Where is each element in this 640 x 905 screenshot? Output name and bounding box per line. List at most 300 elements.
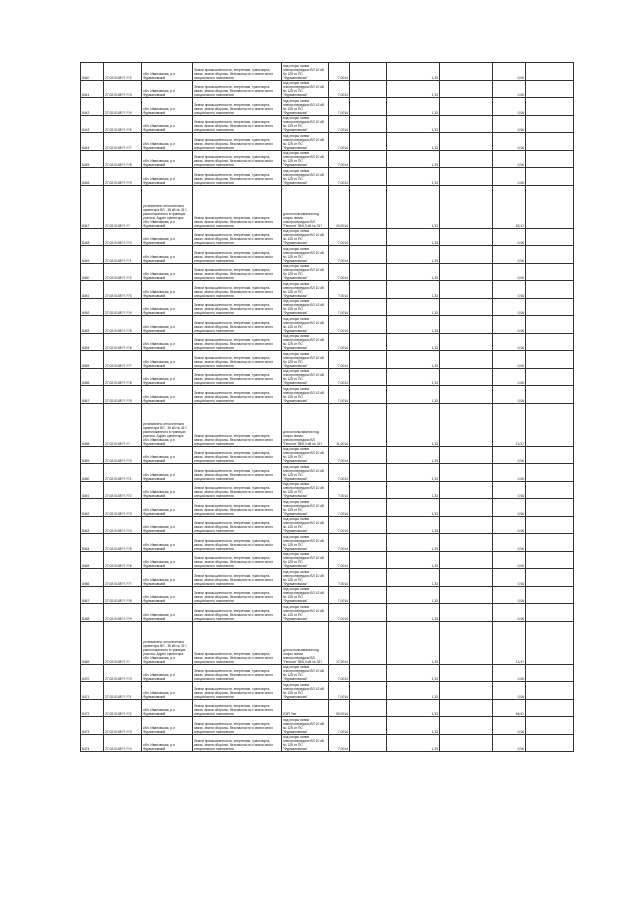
address: обл. Ивановская, р-н Фурмановский bbox=[142, 298, 193, 316]
rate-value: 1,33 bbox=[387, 368, 440, 386]
land-category: Земли промышленности, энергетики, транспорта, связи, земли обороны, безопасности и земли иного специального назначения bbox=[193, 682, 282, 700]
cadastral-number: 27:02:0108??:??5 bbox=[104, 534, 142, 552]
empty-cell bbox=[440, 98, 493, 116]
land-category: Земли промышленности, энергетики, транспорта, связи, земли обороны, безопасности и земли иного специального назначения bbox=[193, 664, 282, 682]
table-row bbox=[81, 551, 574, 569]
permitted-use: под опоры линии электропередачи ВЛ 10 кВ № 126 от ПС "Фурмановская" bbox=[282, 386, 329, 404]
row-number: 8466 bbox=[81, 569, 104, 587]
table-row bbox=[81, 682, 574, 700]
permitted-use: под опоры линии электропередачи ВЛ 10 кВ № 126 от ПС "Фурмановская" bbox=[282, 150, 329, 168]
table-row bbox=[81, 403, 574, 446]
empty-cell bbox=[440, 551, 493, 569]
empty-cell bbox=[440, 446, 493, 464]
table-body bbox=[81, 63, 574, 752]
empty-cell bbox=[440, 168, 493, 186]
area-value: 7,0014 bbox=[329, 168, 350, 186]
table-row bbox=[81, 316, 574, 334]
permitted-use: под опоры линии электропередачи ВЛ 10 кВ № 126 от ПС "Фурмановская" bbox=[282, 682, 329, 700]
area-value: 7,0014 bbox=[329, 386, 350, 404]
empty-cell bbox=[350, 185, 387, 228]
address: обл. Ивановская, р-н Фурмановский bbox=[142, 333, 193, 351]
land-category: Земли промышленности, энергетики, транспорта, связи, земли обороны, безопасности и земли иного специального назначения bbox=[193, 481, 282, 499]
address: обл. Ивановская, р-н Фурмановский bbox=[142, 551, 193, 569]
land-category: Земли промышленности, энергетики, транспорта, связи, земли обороны, безопасности и земли иного специального назначения bbox=[193, 534, 282, 552]
empty-cell bbox=[526, 281, 574, 299]
empty-cell bbox=[350, 664, 387, 682]
tax-value: 0,06 bbox=[493, 80, 526, 98]
table-row bbox=[81, 534, 574, 552]
tax-value: 0,06 bbox=[493, 586, 526, 604]
area-value: 7,0014 bbox=[329, 316, 350, 334]
land-category: Земли промышленности, энергетики, транспорта, связи, земли обороны, безопасности и земли иного специального назначения bbox=[193, 586, 282, 604]
cadastral-number: 27:02:0108??:??3 bbox=[104, 499, 142, 517]
empty-cell bbox=[526, 516, 574, 534]
empty-cell bbox=[440, 115, 493, 133]
rate-value: 1,33 bbox=[387, 150, 440, 168]
cadastral-number: 27:02:0108??:??2 bbox=[104, 63, 142, 81]
empty-cell bbox=[440, 246, 493, 264]
address: обл. Ивановская, р-н Фурмановский bbox=[142, 263, 193, 281]
empty-cell bbox=[440, 185, 493, 228]
empty-cell bbox=[440, 717, 493, 735]
area-value: 7,0014 bbox=[329, 664, 350, 682]
land-category: Земли промышленности, энергетики, транспорта, связи, земли обороны, безопасности и земли иного специального назначения bbox=[193, 228, 282, 246]
tax-value: 0,06 bbox=[493, 446, 526, 464]
empty-cell bbox=[350, 403, 387, 446]
area-value: 7,0014 bbox=[329, 516, 350, 534]
area-value: 7,0014 bbox=[329, 228, 350, 246]
empty-cell bbox=[350, 281, 387, 299]
address: обл. Ивановская, р-н Фурмановский bbox=[142, 586, 193, 604]
tax-value: 0,06 bbox=[493, 168, 526, 186]
permitted-use: под опоры линии электропередачи ВЛ 10 кВ № 126 от ПС "Фурмановская" bbox=[282, 586, 329, 604]
cadastral-number: 27:02:0108??:?? bbox=[104, 621, 142, 664]
address: обл. Ивановская, р-н Фурмановский bbox=[142, 534, 193, 552]
row-number: 8451 bbox=[81, 281, 104, 299]
address: обл. Ивановская, р-н Фурмановский bbox=[142, 464, 193, 482]
permitted-use: под опоры линии электропередачи ВЛ 10 кВ № 126 от ПС "Фурмановская" bbox=[282, 351, 329, 369]
table-row bbox=[81, 263, 574, 281]
permitted-use: под опоры линии электропередачи ВЛ 10 кВ № 126 от ПС "Фурмановская" bbox=[282, 604, 329, 622]
permitted-use: под опоры линии электропередачи ВЛ 10 кВ № 126 от ПС "Фурмановская" bbox=[282, 263, 329, 281]
land-category: Земли промышленности, энергетики, транспорта, связи, земли обороны, безопасности и земли иного специального назначения bbox=[193, 281, 282, 299]
land-category: Земли промышленности, энергетики, транспорта, связи, земли обороны, безопасности и земли иного специального назначения bbox=[193, 351, 282, 369]
cadastral-number: 27:02:0108??:??6 bbox=[104, 333, 142, 351]
permitted-use: для использования под опоры линии электропередачи ВЛ "Пельня" 35/6,0 кВ № 31? bbox=[282, 403, 329, 446]
empty-cell bbox=[526, 699, 574, 717]
area-value: 7,0014 bbox=[329, 246, 350, 264]
empty-cell bbox=[350, 464, 387, 482]
address: обл. Ивановская, р-н Фурмановский bbox=[142, 699, 193, 717]
permitted-use: под опоры линии электропередачи ВЛ 10 кВ № 126 от ПС "Фурмановская" bbox=[282, 464, 329, 482]
empty-cell bbox=[440, 464, 493, 482]
empty-cell bbox=[526, 98, 574, 116]
rate-value: 1,33 bbox=[387, 534, 440, 552]
cadastral-number: 27:02:0108??:??4 bbox=[104, 80, 142, 98]
cadastral-number: 27:02:0108??:??4 bbox=[104, 98, 142, 116]
tax-value: 0,06 bbox=[493, 569, 526, 587]
area-value: 24,0014 bbox=[329, 185, 350, 228]
row-number: 8448 bbox=[81, 228, 104, 246]
tax-value: 0,06 bbox=[493, 664, 526, 682]
cadastral-number: 27:02:0108??:??4 bbox=[104, 734, 142, 752]
area-value: 7,0014 bbox=[329, 351, 350, 369]
empty-cell bbox=[526, 664, 574, 682]
empty-cell bbox=[350, 80, 387, 98]
empty-cell bbox=[440, 80, 493, 98]
table-row bbox=[81, 185, 574, 228]
empty-cell bbox=[440, 734, 493, 752]
table-row bbox=[81, 621, 574, 664]
tax-value: 0,06 bbox=[493, 682, 526, 700]
empty-cell bbox=[350, 481, 387, 499]
empty-cell bbox=[440, 298, 493, 316]
empty-cell bbox=[350, 368, 387, 386]
cadastral-number: 27:02:0108??:?? bbox=[104, 185, 142, 228]
empty-cell bbox=[350, 446, 387, 464]
cadastral-number: 27:02:0108??:??5 bbox=[104, 316, 142, 334]
empty-cell bbox=[526, 168, 574, 186]
table-row bbox=[81, 333, 574, 351]
address: обл. Ивановская, р-н Фурмановский bbox=[142, 150, 193, 168]
empty-cell bbox=[350, 586, 387, 604]
permitted-use: под опоры линии электропередачи ВЛ 10 кВ № 126 от ПС "Фурмановская" bbox=[282, 664, 329, 682]
empty-cell bbox=[526, 263, 574, 281]
empty-cell bbox=[350, 386, 387, 404]
address: установлено относительно ориентира ВЛ - 35 кВ № 31?, расположенного в границах участка. Адрес ориентира: обл. Ивановская, р-н Фурмановский bbox=[142, 621, 193, 664]
tax-value: 0,06 bbox=[493, 133, 526, 151]
area-value: 7,0014 bbox=[329, 281, 350, 299]
address: обл. Ивановская, р-н Фурмановский bbox=[142, 281, 193, 299]
permitted-use: под опоры линии электропередачи ВЛ 10 кВ № 126 от ПС "Фурмановская" bbox=[282, 228, 329, 246]
permitted-use: под опоры линии электропередачи ВЛ 10 кВ № 126 от ПС "Фурмановская" bbox=[282, 333, 329, 351]
empty-cell bbox=[526, 333, 574, 351]
cadastral-number: 27:02:0108??:??8 bbox=[104, 368, 142, 386]
empty-cell bbox=[440, 699, 493, 717]
address: установлено относительно ориентира ВЛ - 35 кВ № 31?, расположенного в границах участка. Адрес ориентира: обл. Ивановская, р-н Фурмановский bbox=[142, 403, 193, 446]
land-category: Земли промышленности, энергетики, транспорта, связи, земли обороны, безопасности и земли иного специального назначения bbox=[193, 168, 282, 186]
area-value: 7,0014 bbox=[329, 586, 350, 604]
table-row bbox=[81, 734, 574, 752]
address: обл. Ивановская, р-н Фурмановский bbox=[142, 316, 193, 334]
area-value: 7,0014 bbox=[329, 98, 350, 116]
land-category: Земли промышленности, энергетики, транспорта, связи, земли обороны, безопасности и земли иного специального назначения bbox=[193, 115, 282, 133]
empty-cell bbox=[526, 499, 574, 517]
table-row bbox=[81, 664, 574, 682]
row-number: 8468 bbox=[81, 604, 104, 622]
area-value: 7,0014 bbox=[329, 734, 350, 752]
cadastral-number: 27:02:0108??:??7 bbox=[104, 133, 142, 151]
table-row bbox=[81, 63, 574, 81]
empty-cell bbox=[526, 63, 574, 81]
tax-value: 0,06 bbox=[493, 481, 526, 499]
area-value: 7,0014 bbox=[329, 133, 350, 151]
area-value: 7,0014 bbox=[329, 63, 350, 81]
empty-cell bbox=[350, 133, 387, 151]
rate-value: 1,33 bbox=[387, 516, 440, 534]
empty-cell bbox=[440, 150, 493, 168]
empty-cell bbox=[350, 699, 387, 717]
row-number: 8447 bbox=[81, 185, 104, 228]
address: обл. Ивановская, р-н Фурмановский bbox=[142, 246, 193, 264]
empty-cell bbox=[526, 621, 574, 664]
permitted-use: под опоры линии электропередачи ВЛ 10 кВ № 126 от ПС "Фурмановская" bbox=[282, 446, 329, 464]
tax-value: 0,06 bbox=[493, 263, 526, 281]
land-category: Земли промышленности, энергетики, транспорта, связи, земли обороны, безопасности и земли иного специального назначения bbox=[193, 499, 282, 517]
rate-value: 1,33 bbox=[387, 281, 440, 299]
row-number: 8464 bbox=[81, 534, 104, 552]
empty-cell bbox=[350, 351, 387, 369]
empty-cell bbox=[440, 386, 493, 404]
rate-value: 1,33 bbox=[387, 481, 440, 499]
empty-cell bbox=[526, 185, 574, 228]
permitted-use: под опоры линии электропередачи ВЛ 10 кВ № 126 от ПС "Фурмановская" bbox=[282, 80, 329, 98]
empty-cell bbox=[526, 386, 574, 404]
rate-value: 1,33 bbox=[387, 604, 440, 622]
rate-value: 1,33 bbox=[387, 351, 440, 369]
table-row bbox=[81, 115, 574, 133]
table-row bbox=[81, 368, 574, 386]
table-row bbox=[81, 481, 574, 499]
empty-cell bbox=[350, 682, 387, 700]
area-value: 7,0014 bbox=[329, 717, 350, 735]
row-number: 8446 bbox=[81, 168, 104, 186]
area-value: 7,0014 bbox=[329, 80, 350, 98]
cadastral-number: 27:02:0108??:??7 bbox=[104, 351, 142, 369]
rate-value: 1,33 bbox=[387, 98, 440, 116]
empty-cell bbox=[440, 281, 493, 299]
rate-value: 1,33 bbox=[387, 717, 440, 735]
empty-cell bbox=[440, 534, 493, 552]
address: обл. Ивановская, р-н Фурмановский bbox=[142, 481, 193, 499]
cadastral-number: 27:02:0108??:??1 bbox=[104, 246, 142, 264]
tax-value: 66,6? bbox=[493, 699, 526, 717]
address: обл. Ивановская, р-н Фурмановский bbox=[142, 569, 193, 587]
permitted-use: под опоры линии электропередачи ВЛ 10 кВ № 126 от ПС "Фурмановская" bbox=[282, 499, 329, 517]
cadastral-number: 27:02:0108??:??2 bbox=[104, 699, 142, 717]
land-category: Земли промышленности, энергетики, транспорта, связи, земли обороны, безопасности и земли иного специального назначения bbox=[193, 98, 282, 116]
address: обл. Ивановская, р-н Фурмановский bbox=[142, 664, 193, 682]
row-number: 8441 bbox=[81, 80, 104, 98]
cadastral-number: 27:02:0108??:??2 bbox=[104, 263, 142, 281]
permitted-use: ЛЭП ?кв bbox=[282, 699, 329, 717]
empty-cell bbox=[440, 604, 493, 622]
empty-cell bbox=[440, 403, 493, 446]
cadastral-number: 27:02:0108??:??2 bbox=[104, 481, 142, 499]
table-row bbox=[81, 168, 574, 186]
permitted-use: под опоры линии электропередачи ВЛ 10 кВ № 126 от ПС "Фурмановская" bbox=[282, 734, 329, 752]
cadastral-number: 27:02:0108??:??3 bbox=[104, 717, 142, 735]
permitted-use: под опоры линии электропередачи ВЛ 10 кВ № 126 от ПС "Фурмановская" bbox=[282, 281, 329, 299]
land-category: Земли промышленности, энергетики, транспорта, связи, земли обороны, безопасности и земли иного специального назначения bbox=[193, 368, 282, 386]
address: обл. Ивановская, р-н Фурмановский bbox=[142, 168, 193, 186]
land-category: Земли промышленности, энергетики, транспорта, связи, земли обороны, безопасности и земли иного специального назначения bbox=[193, 386, 282, 404]
cadastral-number: 27:02:0108??:??9 bbox=[104, 386, 142, 404]
table-row bbox=[81, 516, 574, 534]
permitted-use: для использования под опоры линии электропередачи ВЛ "Пельня" 35/6,0 кВ № 31? bbox=[282, 185, 329, 228]
rate-value: 1,33 bbox=[387, 133, 440, 151]
table-row bbox=[81, 281, 574, 299]
empty-cell bbox=[350, 551, 387, 569]
rate-value: 1,33 bbox=[387, 464, 440, 482]
cadastral-number: 27:02:0108??:??0 bbox=[104, 228, 142, 246]
address: обл. Ивановская, р-н Фурмановский bbox=[142, 133, 193, 151]
empty-cell bbox=[526, 150, 574, 168]
table-row bbox=[81, 80, 574, 98]
rate-value: 1,33 bbox=[387, 621, 440, 664]
tax-value: 13,3? bbox=[493, 403, 526, 446]
tax-value: 63,4? bbox=[493, 185, 526, 228]
area-value: 7,0014 bbox=[329, 569, 350, 587]
area-value: 50,0014 bbox=[329, 699, 350, 717]
tax-value: 0,06 bbox=[493, 246, 526, 264]
empty-cell bbox=[440, 63, 493, 81]
rate-value: 1,33 bbox=[387, 185, 440, 228]
land-category: Земли промышленности, энергетики, транспорта, связи, земли обороны, безопасности и земли иного специального назначения bbox=[193, 604, 282, 622]
tax-value: 0,06 bbox=[493, 717, 526, 735]
empty-cell bbox=[526, 551, 574, 569]
tax-value: 0,06 bbox=[493, 150, 526, 168]
empty-cell bbox=[526, 403, 574, 446]
rate-value: 1,33 bbox=[387, 586, 440, 604]
empty-cell bbox=[440, 516, 493, 534]
address: установлено относительно ориентира ВЛ - 35 кВ № 31?, расположенного в границах участка. Адрес ориентира: обл. Ивановская, р-н Фурмановский bbox=[142, 185, 193, 228]
empty-cell bbox=[350, 333, 387, 351]
address: обл. Ивановская, р-н Фурмановский bbox=[142, 98, 193, 116]
rate-value: 1,33 bbox=[387, 168, 440, 186]
permitted-use: под опоры линии электропередачи ВЛ 10 кВ № 126 от ПС "Фурмановская" bbox=[282, 98, 329, 116]
land-category: Земли промышленности, энергетики, транспорта, связи, земли обороны, безопасности и земли иного специального назначения bbox=[193, 80, 282, 98]
row-number: 8462 bbox=[81, 499, 104, 517]
row-number: 8469 bbox=[81, 621, 104, 664]
empty-cell bbox=[526, 734, 574, 752]
empty-cell bbox=[526, 351, 574, 369]
land-category: Земли промышленности, энергетики, транспорта, связи, земли обороны, безопасности и земли иного специального назначения bbox=[193, 551, 282, 569]
area-value: 7,0014 bbox=[329, 263, 350, 281]
cadastral-number: 27:02:0108??:??9 bbox=[104, 604, 142, 622]
empty-cell bbox=[440, 499, 493, 517]
empty-cell bbox=[350, 621, 387, 664]
row-number: 8450 bbox=[81, 263, 104, 281]
address: обл. Ивановская, р-н Фурмановский bbox=[142, 368, 193, 386]
cadastral-number: 27:02:0108??:??0 bbox=[104, 446, 142, 464]
empty-cell bbox=[440, 228, 493, 246]
empty-cell bbox=[440, 481, 493, 499]
empty-cell bbox=[350, 228, 387, 246]
tax-value: 0,06 bbox=[493, 228, 526, 246]
tax-value: 0,06 bbox=[493, 604, 526, 622]
table-row bbox=[81, 246, 574, 264]
table-row bbox=[81, 699, 574, 717]
address: обл. Ивановская, р-н Фурмановский bbox=[142, 516, 193, 534]
land-category: Земли промышленности, энергетики, транспорта, связи, земли обороны, безопасности и земли иного специального назначения bbox=[193, 717, 282, 735]
land-category: Земли промышленности, энергетики, транспорта, связи, земли обороны, безопасности и земли иного специального назначения bbox=[193, 699, 282, 717]
tax-value: 0,06 bbox=[493, 98, 526, 116]
area-value: 7,0014 bbox=[329, 551, 350, 569]
empty-cell bbox=[350, 316, 387, 334]
area-value: 7,0014 bbox=[329, 534, 350, 552]
permitted-use: под опоры линии электропередачи ВЛ 10 кВ № 126 от ПС "Фурмановская" bbox=[282, 298, 329, 316]
land-category: Земли промышленности, энергетики, транспорта, связи, земли обороны, безопасности и земли иного специального назначения bbox=[193, 150, 282, 168]
cadastral-number: 27:02:0108??:??3 bbox=[104, 281, 142, 299]
row-number: 8457 bbox=[81, 386, 104, 404]
row-number: 8452 bbox=[81, 298, 104, 316]
table-row bbox=[81, 446, 574, 464]
empty-cell bbox=[526, 481, 574, 499]
table-row bbox=[81, 298, 574, 316]
row-number: 8455 bbox=[81, 351, 104, 369]
address: обл. Ивановская, р-н Фурмановский bbox=[142, 717, 193, 735]
cadastral-number: 27:02:0108??:??4 bbox=[104, 298, 142, 316]
land-category: Земли промышленности, энергетики, транспорта, связи, земли обороны, безопасности и земли иного специального назначения bbox=[193, 516, 282, 534]
empty-cell bbox=[440, 263, 493, 281]
empty-cell bbox=[440, 682, 493, 700]
tax-value: 0,06 bbox=[493, 316, 526, 334]
address: обл. Ивановская, р-н Фурмановский bbox=[142, 228, 193, 246]
rate-value: 1,33 bbox=[387, 699, 440, 717]
empty-cell bbox=[526, 586, 574, 604]
permitted-use: под опоры линии электропередачи ВЛ 10 кВ № 126 от ПС "Фурмановская" bbox=[282, 133, 329, 151]
land-category: Земли промышленности, энергетики, транспорта, связи, земли обороны, безопасности и земли иного специального назначения bbox=[193, 263, 282, 281]
table-row bbox=[81, 499, 574, 517]
empty-cell bbox=[350, 115, 387, 133]
row-number: 8461 bbox=[81, 481, 104, 499]
rate-value: 1,33 bbox=[387, 403, 440, 446]
row-number: 8442 bbox=[81, 98, 104, 116]
rate-value: 1,33 bbox=[387, 569, 440, 587]
rate-value: 1,33 bbox=[387, 386, 440, 404]
address: обл. Ивановская, р-н Фурмановский bbox=[142, 499, 193, 517]
empty-cell bbox=[350, 717, 387, 735]
land-category: Земли промышленности, энергетики, транспорта, связи, земли обороны, безопасности и земли иного специального назначения bbox=[193, 63, 282, 81]
rate-value: 1,33 bbox=[387, 333, 440, 351]
row-number: 8443 bbox=[81, 115, 104, 133]
area-value: 7,0014 bbox=[329, 115, 350, 133]
row-number: 8458 bbox=[81, 403, 104, 446]
empty-cell bbox=[440, 664, 493, 682]
rate-value: 1,33 bbox=[387, 551, 440, 569]
rate-value: 1,33 bbox=[387, 446, 440, 464]
land-category: Земли промышленности, энергетики, транспорта, связи, земли обороны, безопасности и земли иного специального назначения bbox=[193, 621, 282, 664]
cadastral-number: 27:02:0108??:??1 bbox=[104, 682, 142, 700]
empty-cell bbox=[526, 604, 574, 622]
tax-value: 13,3? bbox=[493, 621, 526, 664]
land-category: Земли промышленности, энергетики, транспорта, связи, земли обороны, безопасности и земли иного специального назначения bbox=[193, 133, 282, 151]
row-number: 8453 bbox=[81, 316, 104, 334]
address: обл. Ивановская, р-н Фурмановский bbox=[142, 604, 193, 622]
row-number: 8474 bbox=[81, 734, 104, 752]
empty-cell bbox=[526, 682, 574, 700]
address: обл. Ивановская, р-н Фурмановский bbox=[142, 115, 193, 133]
row-number: 8465 bbox=[81, 551, 104, 569]
area-value: 7,0014 bbox=[329, 368, 350, 386]
empty-cell bbox=[526, 316, 574, 334]
tax-value: 0,06 bbox=[493, 368, 526, 386]
area-value: 7,0014 bbox=[329, 682, 350, 700]
rate-value: 1,33 bbox=[387, 246, 440, 264]
area-value: 7,0014 bbox=[329, 333, 350, 351]
permitted-use: под опоры линии электропередачи ВЛ 10 кВ № 126 от ПС "Фурмановская" bbox=[282, 516, 329, 534]
empty-cell bbox=[526, 569, 574, 587]
table-row bbox=[81, 604, 574, 622]
land-category: Земли промышленности, энергетики, транспорта, связи, земли обороны, безопасности и земли иного специального назначения bbox=[193, 403, 282, 446]
empty-cell bbox=[350, 168, 387, 186]
empty-cell bbox=[350, 569, 387, 587]
cadastral-number: 27:02:0108??:??8 bbox=[104, 150, 142, 168]
empty-cell bbox=[440, 569, 493, 587]
land-category: Земли промышленности, энергетики, транспорта, связи, земли обороны, безопасности и земли иного специального назначения bbox=[193, 185, 282, 228]
land-plots-table bbox=[80, 62, 574, 752]
